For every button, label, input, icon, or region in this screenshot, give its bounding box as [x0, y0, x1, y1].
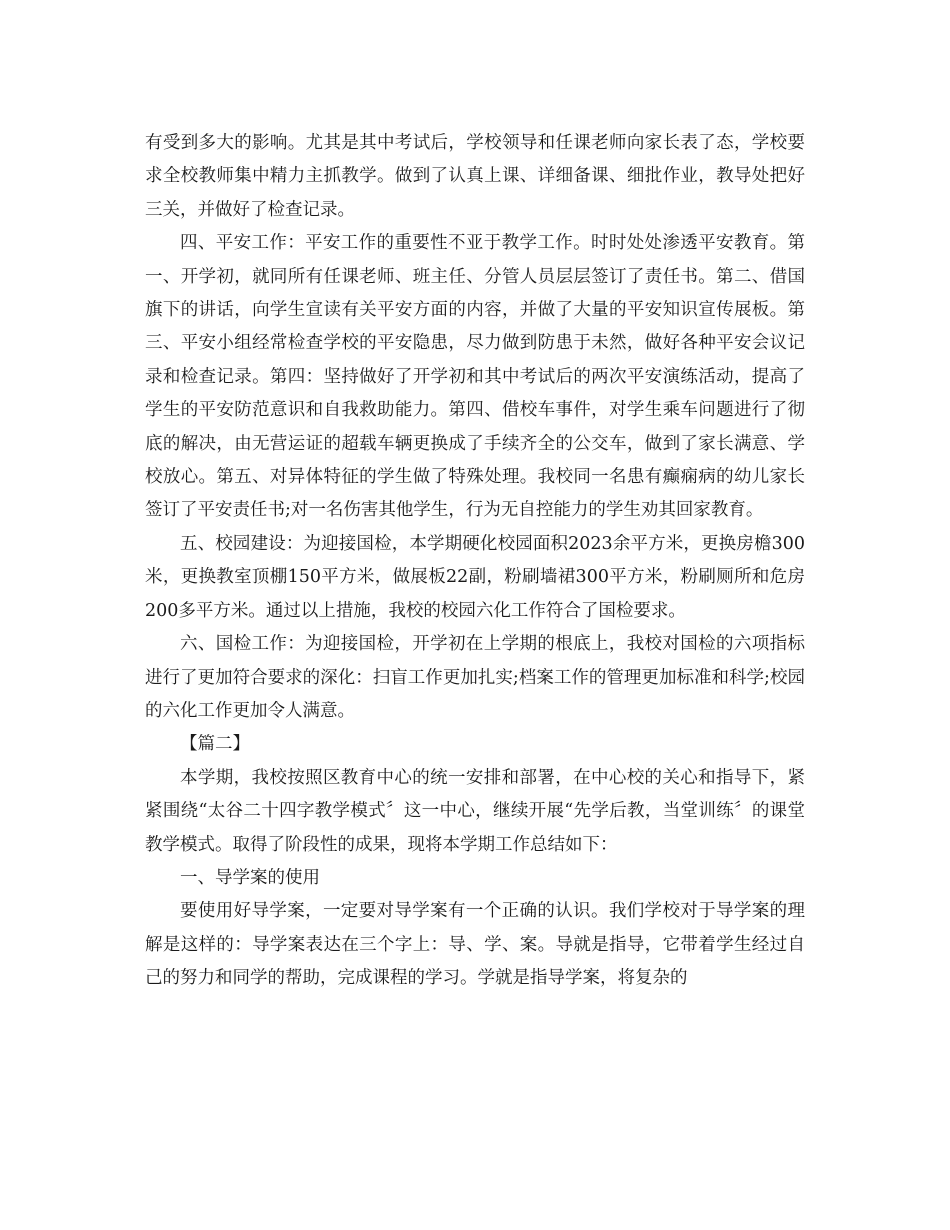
section-heading-part-two: 【篇二】	[180, 734, 250, 755]
document-body	[145, 127, 805, 996]
paragraph-campus-construction: 五、校园建设：为迎接国检，本学期硬化校园面积2023余平方米，更换房檐300米，更换教室顶棚150平方米，做展板22副，粉刷墙裙300平方米，粉刷厕所和危房200多平方米。通过以上措施，我校的校园六化工作符合了国检要求。	[145, 533, 805, 621]
paragraph-continuation: 有受到多大的影响。尤其是其中考试后，学校领导和任课老师向家长表了态，学校要求全校教师集中精力主抓教学。做到了认真上课、详细备课、细批作业，教导处把好三关，并做好了检查记录。	[145, 133, 805, 220]
paragraph-guided-learning-plan: 要使用好导学案，一定要对导学案有一个正确的认识。我们学校对于导学案的理解是这样的：导学案表达在三个字上：导、学、案。导就是指导，它带着学生经过自己的努力和同学的帮助，完成课程的学习。学就是指导学案，将复杂的	[145, 901, 805, 989]
paragraph-safety-work: 四、平安工作：平安工作的重要性不亚于教学工作。时时处处渗透平安教育。第一、开学初，就同所有任课老师、班主任、分管人员层层签订了责任书。第二、借国旗下的讲话，向学生宣读有关平安方面的内容，并做了大量的平安知识宣传展板。第三、平安小组经常检查学校的平安隐患，尽力做到防患于未然，做好各种平安会议记录和检查记录。第四：坚持做好了开学初和其中考试后的两次平安演练活动，提高了学生的平安防范意识和自我救助能力。第四、借校车事件，对学生乘车问题进行了彻底的解决，由无营运证的超载车辆更换成了手续齐全的公交车，做到了家长满意、学校放心。第五、对异体特征的学生做了特殊处理。我校同一名患有癫痫病的幼儿家长签订了平安责任书;对一名伤害其他学生，行为无自控能力的学生劝其回家教育。	[145, 233, 805, 521]
paragraph-national-inspection: 六、国检工作：为迎接国检，开学初在上学期的根底上，我校对国检的六项指标进行了更加符合要求的深化：扫盲工作更加扎实;档案工作的管理更加标准和科学;校园的六化工作更加令人满意。	[145, 634, 805, 721]
paragraph-intro-part-two: 本学期，我校按照区教育中心的统一安排和部署，在中心校的关心和指导下，紧紧围绕“太谷二十四字教学模式〞这一中心，继续开展“先学后教，当堂训练〞的课堂教学模式。取得了阶段性的成果，现将本学期工作总结如下：	[145, 767, 805, 855]
subheading-guided-learning-plan: 一、导学案的使用	[180, 867, 320, 888]
